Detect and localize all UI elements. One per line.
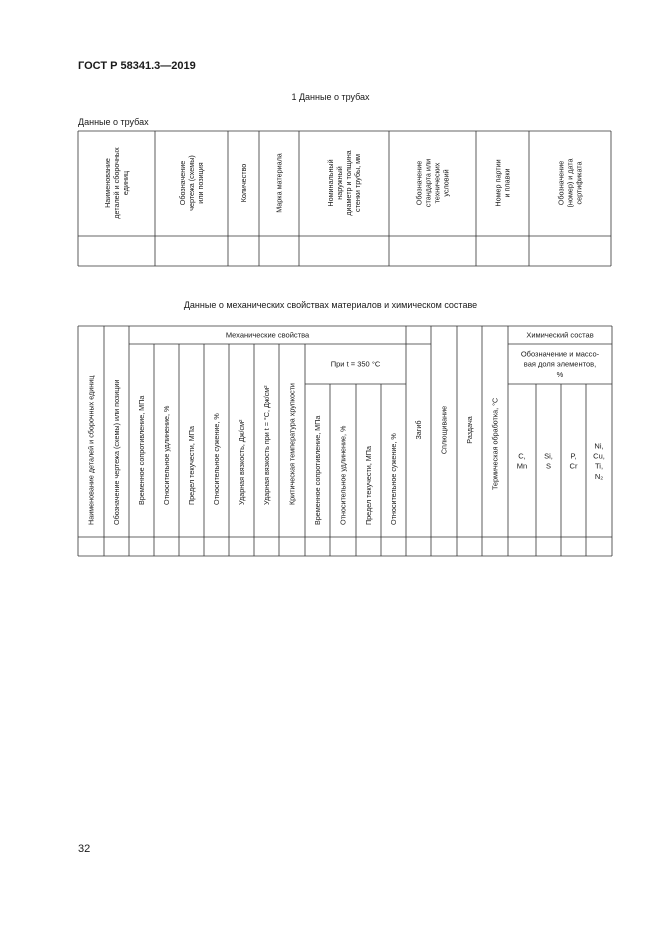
table2-mech-group-label: Механические свойства bbox=[225, 330, 310, 340]
table2-header-cell: Термическая обработка, °C bbox=[490, 397, 500, 490]
table2-header-cell: Временное сопротивление, МПа bbox=[137, 395, 147, 505]
table2-header-cell: Предел текучести, МПа bbox=[364, 446, 374, 525]
table2-header-cell: Обозначение чертежа (схемы) или позиции bbox=[112, 379, 122, 525]
table2-header-cell: Ударная вязкость, Дж/см² bbox=[237, 419, 247, 505]
table2-chem-cell: Ni, Cu, Ti, N₂ bbox=[593, 441, 605, 481]
table2-chem-cell: P, Cr bbox=[569, 451, 578, 471]
table2-temp-group-label: При t = 350 °C bbox=[330, 359, 381, 369]
document-header: ГОСТ Р 58341.3—2019 bbox=[78, 60, 196, 72]
table2-header-cell: Временное сопротивление, МПа bbox=[313, 415, 323, 525]
table1-header-cell: Наименованиедеталей и сборочныхединиц bbox=[103, 147, 131, 219]
table1-header-cell: Номер партиии плавки bbox=[493, 159, 512, 207]
table1-header-cell: Номинальныйнаружныйдиаметр и толщинастенки трубы, мм bbox=[326, 150, 363, 216]
table2-header-cell: Раздача bbox=[465, 416, 475, 444]
table2-header-cell: Относительное удлинение, % bbox=[338, 425, 348, 525]
section-title: 1 Данные о трубах bbox=[291, 92, 370, 102]
page-number: 32 bbox=[78, 843, 91, 855]
table2-header-cell: Наименование деталей и сборочных единиц bbox=[86, 375, 96, 525]
table2-header-cell: Ударная вязкость при t = °C, Дж/см² bbox=[262, 385, 272, 505]
table2-chem-cell: Si, S bbox=[544, 451, 553, 471]
table1-caption: Данные о трубах bbox=[78, 117, 149, 127]
table2-chem-subheader: Обозначение и массо-вая доля элементов, % bbox=[520, 349, 600, 379]
table2-header-cell: Критическая температура хрупкости bbox=[287, 383, 297, 505]
table2-chem-group-label: Химический состав bbox=[526, 330, 594, 340]
table2-chem-cell: C, Mn bbox=[516, 451, 528, 471]
table2-header-cell: Загиб bbox=[414, 420, 424, 440]
table1-header-cell: Обозначение(номер) и датасертификата bbox=[556, 158, 584, 208]
table2-header-cell: Относительное удлинение, % bbox=[162, 405, 172, 505]
table1-header-cell: Марка материала bbox=[274, 153, 284, 213]
table2-header-cell: Предел текучести, МПа bbox=[187, 426, 197, 505]
table2-header-cell: Сплющивание bbox=[439, 405, 449, 455]
table2-caption: Данные о механических свойствах материалов и химическом составе bbox=[183, 300, 478, 310]
table1-header-cell: Обозначениестандарта илитехническихусловий bbox=[414, 158, 451, 208]
table1-header-cell: Обозначениечертежа (схемы)или позиция bbox=[178, 155, 206, 211]
table2-header-cell: Относительное сужение, % bbox=[212, 413, 222, 505]
table2-header-cell: Относительное сужение, % bbox=[389, 433, 399, 525]
table1-header-cell: Количество bbox=[239, 163, 249, 203]
